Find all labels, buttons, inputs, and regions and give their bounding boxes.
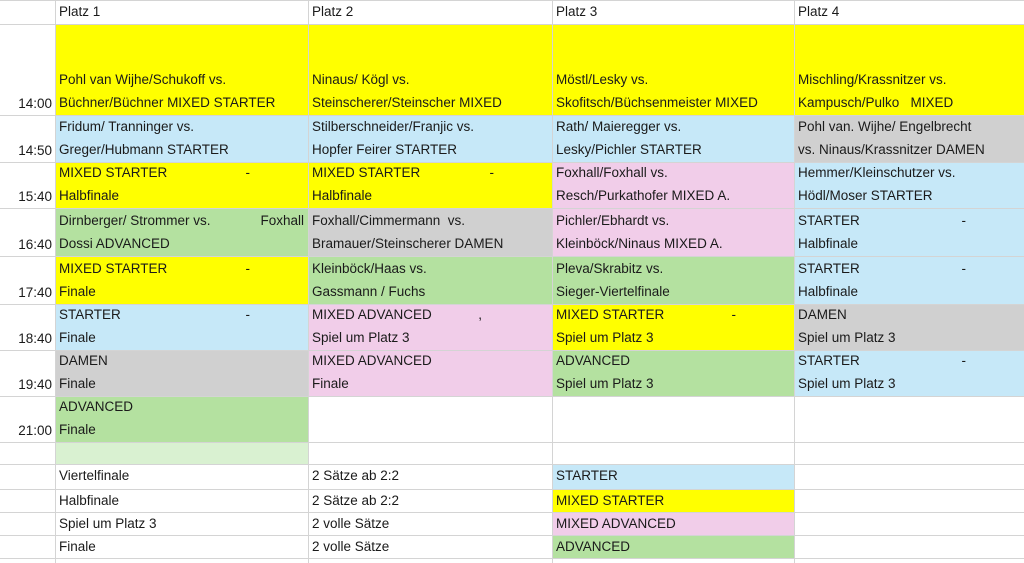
match-cell[interactable] [309, 257, 552, 304]
match-line-1-suffix: - [489, 165, 494, 180]
match-line-2: Finale [312, 376, 349, 391]
match-line-2: Resch/Purkathofer MIXED A. [556, 188, 731, 203]
time-cell[interactable] [0, 351, 55, 396]
match-line-1: MIXED STARTER [59, 261, 168, 276]
match-line-2: Büchner/Büchner MIXED STARTER [59, 95, 276, 110]
match-line-2: Kleinböck/Ninaus MIXED A. [556, 236, 723, 251]
match-line-1: Dirnberger/ Strommer vs. [59, 213, 211, 228]
empty-cell[interactable] [56, 443, 308, 464]
match-line-1: Foxhall/Cimmermann vs. [312, 213, 466, 228]
match-line-1: MIXED ADVANCED [312, 353, 432, 368]
match-cell[interactable] [56, 163, 308, 208]
match-line-2: Sieger-Viertelfinale [556, 284, 670, 299]
legend-format-label: 2 volle Sätze [312, 516, 390, 531]
match-line-1-suffix: - [245, 165, 250, 180]
match-cell[interactable] [553, 25, 794, 115]
match-line-1-suffix: - [961, 213, 966, 228]
match-line-2: Finale [59, 422, 96, 437]
match-cell[interactable] [553, 116, 794, 162]
time-cell[interactable] [0, 116, 55, 162]
match-line-1: STARTER [59, 307, 121, 322]
match-cell[interactable] [309, 25, 552, 115]
legend-format-cell[interactable] [309, 536, 552, 558]
legend-category-label: MIXED STARTER [556, 493, 665, 508]
legend-round-label: Viertelfinale [59, 468, 130, 483]
match-cell[interactable] [795, 116, 1024, 162]
match-cell[interactable] [56, 397, 308, 442]
match-line-1: Möstl/Lesky vs. [556, 72, 649, 87]
match-line-2: Halbfinale [59, 188, 120, 203]
match-cell[interactable] [309, 209, 552, 256]
legend-format-label: 2 Sätze ab 2:2 [312, 493, 400, 508]
match-cell[interactable] [795, 209, 1024, 256]
match-line-1-suffix: , [478, 307, 482, 322]
match-line-2: Hödl/Moser STARTER [798, 188, 933, 203]
match-cell[interactable] [795, 163, 1024, 208]
header-label: Platz 3 [556, 4, 598, 19]
legend-round-label: Spiel um Platz 3 [59, 516, 157, 531]
match-line-2: Gassmann / Fuchs [312, 284, 426, 299]
time-label: 21:00 [18, 423, 52, 438]
match-line-1: Foxhall/Foxhall vs. [556, 165, 668, 180]
match-line-1: DAMEN [59, 353, 108, 368]
match-line-2: Bramauer/Steinscherer DAMEN [312, 236, 504, 251]
header-cell-platz-2[interactable] [309, 0, 552, 24]
time-label: 15:40 [18, 189, 52, 204]
header-label: Platz 1 [59, 4, 101, 19]
match-line-1: Mischling/Krassnitzer vs. [798, 72, 947, 87]
match-line-2: Spiel um Platz 3 [798, 330, 896, 345]
match-cell[interactable] [56, 257, 308, 304]
match-cell[interactable] [553, 305, 794, 350]
match-cell[interactable] [553, 351, 794, 396]
legend-round-cell[interactable] [56, 536, 308, 558]
match-line-1: Pleva/Skrabitz vs. [556, 261, 664, 276]
match-cell[interactable] [795, 351, 1024, 396]
match-line-1-suffix: - [245, 307, 250, 322]
header-label: Platz 2 [312, 4, 354, 19]
legend-category-cell[interactable] [553, 465, 794, 489]
time-cell[interactable] [0, 305, 55, 350]
match-line-1: MIXED STARTER [59, 165, 168, 180]
match-line-1: Pohl van. Wijhe/ Engelbrecht [798, 119, 972, 134]
time-cell[interactable] [0, 257, 55, 304]
match-cell[interactable] [56, 116, 308, 162]
match-line-1: Ninaus/ Kögl vs. [312, 72, 410, 87]
legend-round-label: Finale [59, 539, 96, 554]
match-line-1-suffix: - [731, 307, 736, 322]
match-line-2: Dossi ADVANCED [59, 236, 170, 251]
match-line-1: Stilberschneider/Franjic vs. [312, 119, 475, 134]
legend-category-cell[interactable] [553, 536, 794, 558]
match-line-1: STARTER [798, 353, 860, 368]
header-cell-platz-1[interactable] [56, 0, 308, 24]
match-line-1: MIXED ADVANCED [312, 307, 432, 322]
time-label: 14:50 [18, 143, 52, 158]
match-line-2: Skofitsch/Büchsenmeister MIXED [556, 95, 758, 110]
match-line-1: ADVANCED [59, 399, 134, 414]
time-label: 17:40 [18, 285, 52, 300]
legend-round-cell[interactable] [56, 513, 308, 535]
match-cell[interactable] [795, 25, 1024, 115]
match-line-2: Finale [59, 284, 96, 299]
match-line-1: Hemmer/Kleinschutzer vs. [798, 165, 956, 180]
match-line-2: vs. Ninaus/Krassnitzer DAMEN [798, 142, 985, 157]
legend-category-cell[interactable] [553, 490, 794, 512]
match-line-2: Spiel um Platz 3 [798, 376, 896, 391]
time-cell[interactable] [0, 209, 55, 256]
match-line-2: Halbfinale [798, 236, 859, 251]
time-cell[interactable] [0, 397, 55, 442]
match-cell[interactable] [309, 163, 552, 208]
match-line-2: Halbfinale [798, 284, 859, 299]
time-label: 19:40 [18, 377, 52, 392]
match-line-2: Kampusch/Pulko MIXED [798, 95, 954, 110]
match-line-1: Kleinböck/Haas vs. [312, 261, 427, 276]
match-line-2: Finale [59, 330, 96, 345]
match-line-1: Fridum/ Tranninger vs. [59, 119, 195, 134]
legend-category-label: MIXED ADVANCED [556, 516, 676, 531]
match-cell[interactable] [795, 305, 1024, 350]
legend-format-cell[interactable] [309, 490, 552, 512]
time-cell[interactable] [0, 25, 55, 115]
match-line-1: MIXED STARTER [312, 165, 421, 180]
legend-category-cell[interactable] [553, 513, 794, 535]
match-cell[interactable] [309, 351, 552, 396]
match-cell[interactable] [553, 209, 794, 256]
time-label: 18:40 [18, 331, 52, 346]
match-line-2: Lesky/Pichler STARTER [556, 142, 702, 157]
match-line-1-suffix: - [961, 261, 966, 276]
match-line-2: Spiel um Platz 3 [556, 330, 654, 345]
header-cell-platz-3[interactable] [553, 0, 794, 24]
match-cell[interactable] [553, 163, 794, 208]
match-line-2: Steinscherer/Steinscher MIXED [312, 95, 502, 110]
match-line-1: STARTER [798, 261, 860, 276]
match-cell[interactable] [56, 351, 308, 396]
legend-format-cell[interactable] [309, 513, 552, 535]
time-label: 16:40 [18, 237, 52, 252]
match-cell[interactable] [553, 257, 794, 304]
legend-round-cell[interactable] [56, 490, 308, 512]
match-cell[interactable] [795, 257, 1024, 304]
time-cell[interactable] [0, 163, 55, 208]
match-line-1: Pohl van Wijhe/Schukoff vs. [59, 72, 227, 87]
gridline-horizontal [0, 558, 1024, 559]
legend-round-cell[interactable] [56, 465, 308, 489]
match-line-2: Greger/Hubmann STARTER [59, 142, 229, 157]
match-line-1: STARTER [798, 213, 860, 228]
time-label: 14:00 [18, 96, 52, 111]
match-line-1: Pichler/Ebhardt vs. [556, 213, 670, 228]
legend-format-label: 2 Sätze ab 2:2 [312, 468, 400, 483]
match-cell[interactable] [56, 209, 308, 256]
match-line-1: ADVANCED [556, 353, 631, 368]
legend-format-label: 2 volle Sätze [312, 539, 390, 554]
match-cell[interactable] [56, 25, 308, 115]
match-line-1-suffix: Foxhall [260, 213, 304, 228]
match-line-1: MIXED STARTER [556, 307, 665, 322]
match-line-1: Rath/ Maieregger vs. [556, 119, 682, 134]
match-line-2: Hopfer Feirer STARTER [312, 142, 458, 157]
match-line-1-suffix: - [245, 261, 250, 276]
match-line-1: DAMEN [798, 307, 847, 322]
legend-format-cell[interactable] [309, 465, 552, 489]
match-line-2: Finale [59, 376, 96, 391]
match-cell[interactable] [309, 305, 552, 350]
match-line-2: Halbfinale [312, 188, 373, 203]
header-cell-platz-4[interactable] [795, 0, 1024, 24]
match-cell[interactable] [56, 305, 308, 350]
legend-round-label: Halbfinale [59, 493, 120, 508]
match-line-2: Spiel um Platz 3 [312, 330, 410, 345]
match-cell[interactable] [309, 116, 552, 162]
match-line-1-suffix: - [961, 353, 966, 368]
header-label: Platz 4 [798, 4, 840, 19]
legend-category-label: ADVANCED [556, 539, 631, 554]
match-line-2: Spiel um Platz 3 [556, 376, 654, 391]
legend-category-label: STARTER [556, 468, 618, 483]
